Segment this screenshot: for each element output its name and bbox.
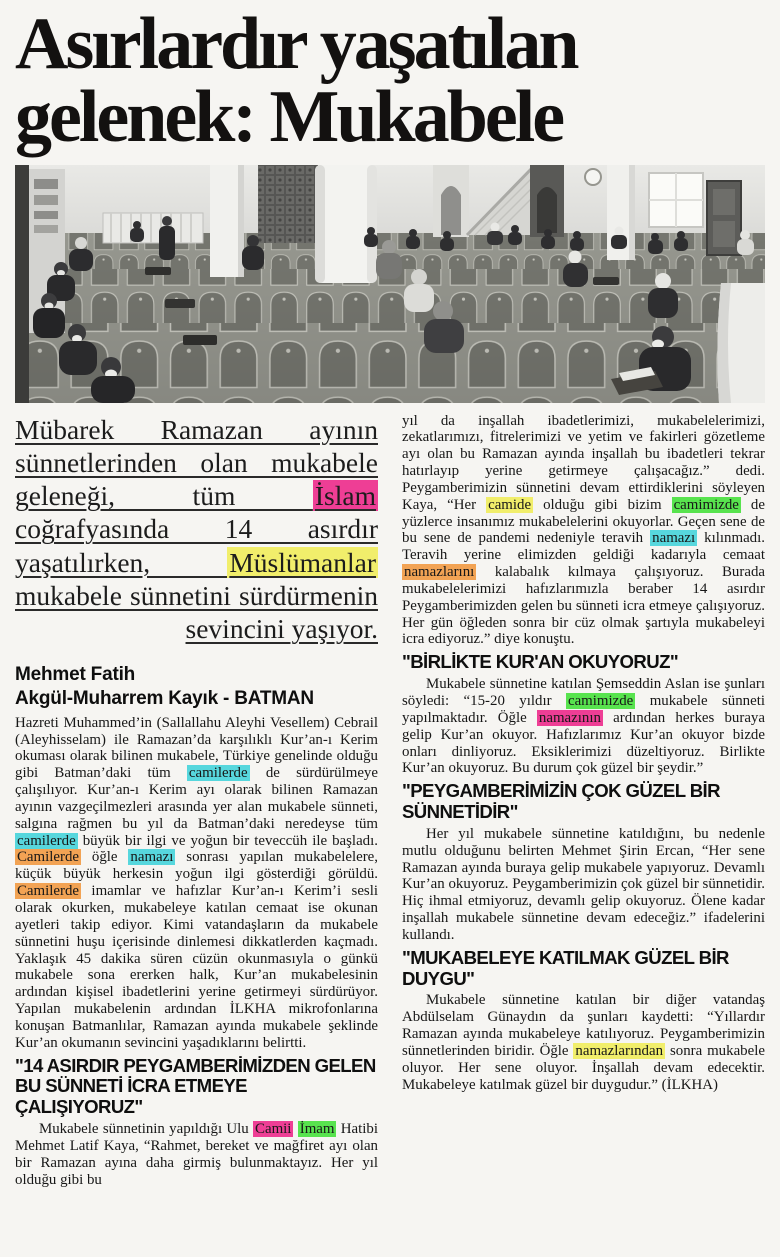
text-run: Mübarek Ramazan ayının sünnetlerinden olan mukabele geleneği, tüm [15, 413, 378, 512]
byline-author-location: Akgül-Muharrem Kayık - BATMAN [15, 687, 314, 709]
article-columns [15, 413, 765, 1189]
tiled-wall [258, 165, 318, 243]
text-run: coğrafyasında 14 asırdır yaşatılırken, [15, 513, 378, 578]
text-run: Mukabele sünnetine katılan bir diğer vatandaş Abdülselam Günaydın da şunları kaydetti: “Yıllardır Ramazan ayında mukabeleye katılıyoruz. Peygamberimizin sünnetlerinden biridir. Öğle [402, 992, 765, 1059]
text-run: de yüzlerce insanımız mukabelelerini okuyorlar. Geçen sene de bu sene de pandemi nedeniyle teravih [402, 496, 765, 547]
highlight-orange: Camilerde [17, 883, 80, 900]
highlight-cyan: namazı [130, 849, 174, 866]
text-run: sonra mukabele oluyor. Her sene oluyor. İnşallah devam edecektir. Mukabeleye katılmak güzel bir duygudur.” (İLKHA) [402, 1042, 765, 1093]
text-run: ardından herkes buraya gelip Kur’an okuyor. Hafızlarımız Kur’an okuyor bizde onları dinliyoruz. Eksiklerimizi düzeltiyoruz. Birlikte Kur’an okuyoruz. Bu durum çok güzel bir şeydir.” [402, 709, 765, 777]
text-run: öğle [81, 849, 129, 866]
highlight-orange: Camilerde [17, 849, 80, 866]
article-paragraph [15, 715, 378, 1052]
mihrab [433, 165, 469, 237]
highlight-yellow: camide [488, 496, 532, 513]
article-headline: Asırlardır yaşatılan gelenek: Mukabele [15, 3, 577, 159]
article-paragraph [402, 826, 765, 944]
article-column-left [15, 413, 378, 1189]
column-body [15, 715, 378, 1189]
highlight-green: camimizde [673, 496, 739, 513]
text-run: büyük bir ilgi ve yoğun bir teveccüh ile başladı. [77, 832, 378, 849]
text-run: kılınmadı. Teravih yerine elimizden geldiği kadarıyla cemaat [402, 530, 765, 564]
text-run: kalabalık kılmaya çalışıyoruz. Burada mukabelelerimizi hafızlarımızla beraber 14 asırdır Peygamberimizden gelen bu sünneti icra etmeye çalışıyoruz. Her gün öğleden sonra bir cüz olmak şartıyla mukabeleyi icra ediyoruz.” diye konuştu. [402, 564, 765, 648]
lead-paragraph [15, 413, 378, 646]
highlight-pink: Camii [255, 1121, 292, 1138]
pillar [717, 283, 765, 403]
text-run: Hazreti Muhammed’in (Sallallahu Aleyhi Vesellem) Cebrail (Aleyhisselam) ile Ramazan’da karşılıklı Kur’an-ı Kerim okuması olarak bilinen mukabele, Türkiye genelinde olduğu gibi Batman’daki tüm [15, 714, 378, 782]
section-subhead: "MUKABELEYE KATILMAK GÜZEL BİR DUYGU" [402, 946, 729, 989]
pillar [210, 165, 244, 277]
byline [15, 663, 378, 709]
window [649, 173, 703, 227]
byline-author: Mehmet Fatih [15, 664, 136, 686]
highlight-green: camimizde [567, 692, 634, 709]
article-paragraph [402, 992, 765, 1093]
text-run: Her yıl mukabele sünnetine katıldığını, bu nedenle mutlu olduğunu belirten Mehmet Şirin Ercan, “Her sene Ramazan ayında buraya gelip mukabele yapıyoruz. Devamlı Kur’an okuyoruz. Peygamberimizin çok güzel bir sünnetidir. Hiç ihmal etmiyoruz, devamlı gelip okuyoruz. Ölene kadar inşallah mukabele sünnetine devam edeceğiz.” ifadelerini kullandı. [402, 825, 765, 943]
section-subhead: "BİRLİKTE KUR'AN OKUYORUZ" [402, 651, 679, 673]
article-photo [15, 165, 765, 403]
pillar [315, 165, 377, 283]
section-subhead: "14 ASIRDIR PEYGAMBERİMİZDEN GELEN BU SÜNNETİ İCRA ETMEYE ÇALIŞIYORUZ" [15, 1054, 376, 1118]
cabinet [707, 181, 741, 255]
highlight-yellow: Müslümanlar [229, 546, 376, 578]
article-paragraph [402, 676, 765, 777]
highlight-cyan: camilerde [188, 765, 248, 782]
column-body [402, 413, 765, 1094]
highlight-pink: namazının [538, 709, 601, 726]
highlight-orange: namazlarını [404, 564, 475, 581]
text-run: olduğu gibi bizim [533, 496, 672, 513]
highlight-pink: İslam [314, 480, 376, 512]
article-column-right [402, 413, 765, 1189]
text-run: Hatibi Mehmet Latif Kaya, “Rahmet, bereket ve mağfiret ayı olan bir Ramazan ayına daha girmiş bulunmaktayız. Her yıl olduğu gibi bu [15, 1121, 378, 1188]
text-run: yıl da inşallah ibadetlerimizi, mukabelelerimizi, zekatlarımızı, fitrelerimizi ve yetim ve fakirleri gözetleme ayı olan bu Ramazan ayında inşallah bu ibadetleri tekrar hatırlayıp yerine getirmeye çalışacağız.” dedi. Peygamberimizin sünnetini devam ettirdiklerini söyleyen Kaya, “Her [402, 412, 765, 513]
wall-clock [585, 169, 601, 185]
text-run: sonrası yapılan mukabelelere, küçük büyük herkesin yoğun ilgi gösterdiği görüldü. [15, 849, 378, 883]
text-run: de sürdürülmeye çalışılıyor. Kur’an-ı Kerim ayı olarak bilinen Ramazan ayının vazgeçilmezleri arasında yer alan mukabele sünneti, salgına rağmen bu yıl da Batman’daki neredeyse tüm [15, 765, 378, 832]
text-run: Mukabele sünnetinin yapıldığı Ulu [39, 1121, 254, 1138]
text-run: mukabele sünnetini sürdürmenin sevincini yaşıyor. [15, 579, 378, 645]
article-paragraph [402, 413, 765, 649]
highlight-cyan: camilerde [17, 832, 76, 849]
article-paragraph [15, 1121, 378, 1188]
radiator [103, 213, 203, 243]
section-subhead: "PEYGAMBERİMİZİN ÇOK GÜZEL BİR SÜNNETİDİR" [402, 780, 720, 822]
highlight-yellow: namazlarından [575, 1042, 664, 1059]
highlight-green: İmam [299, 1121, 335, 1138]
text-run: imamlar ve hafızlar Kur’an-ı Kerim’i sesli olarak okurken, mukabeleye katılan cemaat ise okunan ayetleri takip ediyor. Kimi vatandaşların da mukabele sünnetini huşu içerisinde dinlemesi dikkatlerden kaçmadı. Yaklaşık 45 dakika süren cüzün okunmasıyla o günkü mukabele sona ererken halk, Kur’an mukabelesinin ardından kişisel ibadetlerini yerine getirmeyi sürdürüyor. Yapılan mukabelenin ardından İLKHA mikrofonlarına konuşan Batmanlılar, Ramazan ayında mukabele şeklinde Kur’an okumanın sevincini yaşadıklarını belirtti. [15, 883, 378, 1051]
text-run: Mukabele sünnetine katılan Şemseddin Aslan ise şunları söyledi: “15-20 yıldır [402, 676, 765, 709]
text-run: mukabele sünneti yapılmaktadır. Öğle [402, 692, 765, 726]
highlight-cyan: namazı [652, 530, 696, 547]
mosque-photo-illustration [15, 165, 765, 403]
